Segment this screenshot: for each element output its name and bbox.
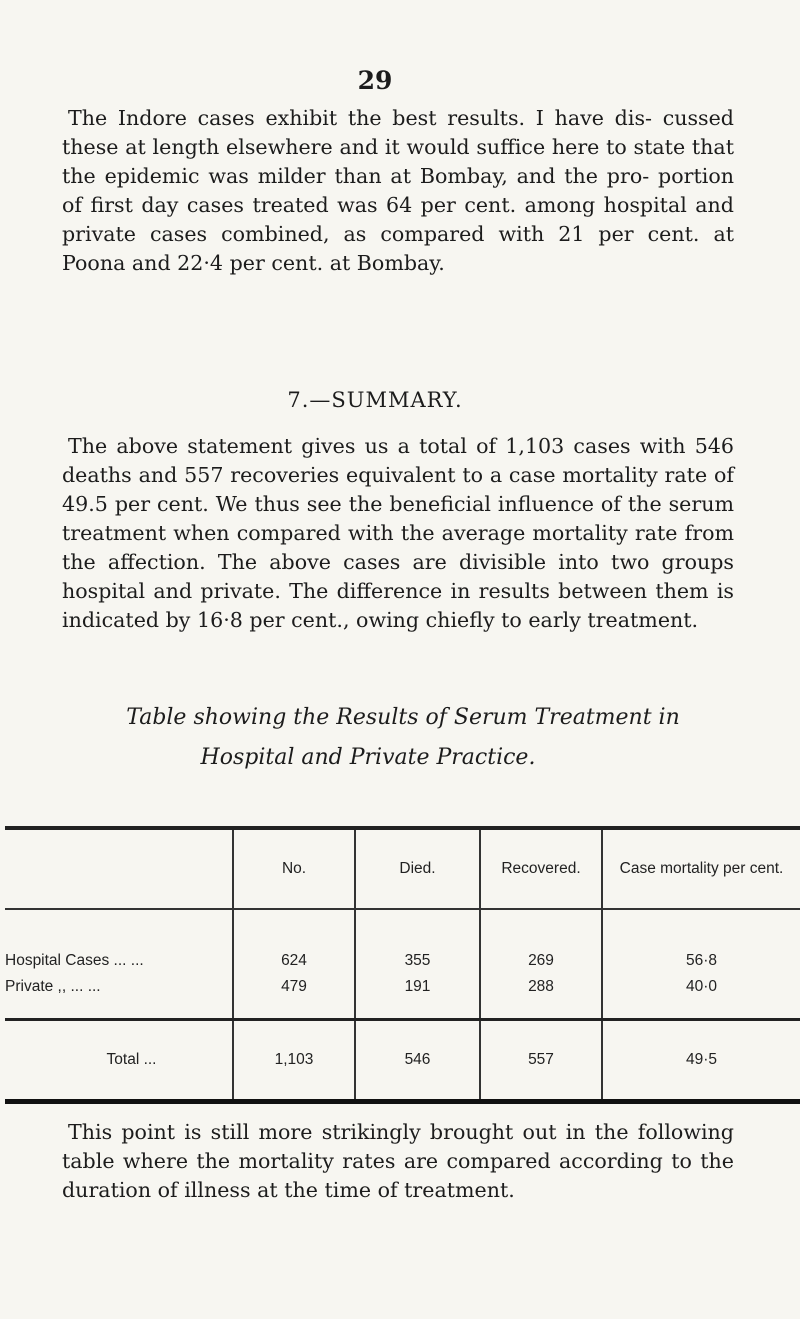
- page-number: 29: [357, 66, 393, 95]
- table-caption-line-2: Hospital and Private Practice.: [200, 745, 536, 770]
- table-caption: [0, 698, 800, 778]
- table-header-row: [5, 828, 800, 909]
- cell-recovered: 288: [480, 972, 602, 1020]
- paragraph-indore-cases: The Indore cases exhibit the best results. I have dis- cussed these at length elsewhere and it would suffice here to state that the epidemic was milder than at Bombay, and the pro- portion of first day cases treated was 64 per cent. among hospital and private cases combined, as compared with 21 per cent. at Poona and 22·4 per cent. at Bombay.: [62, 106, 734, 275]
- total-label: Total ...: [5, 1020, 233, 1102]
- total-no: 1,103: [233, 1020, 355, 1102]
- results-table: [5, 826, 800, 1104]
- table-row: [5, 972, 800, 1020]
- header-no: No.: [233, 828, 355, 909]
- section-heading: 7.—SUMMARY.: [287, 388, 463, 412]
- cell-mortality: 40·0: [685, 978, 718, 995]
- cell-died: 191: [355, 972, 480, 1020]
- paragraph-following-table: This point is still more strikingly brought out in the following table where the mortality rates are compared according to the duration of illness at the time of treatment.: [62, 1120, 734, 1202]
- cell-mortality: 56·8: [685, 952, 718, 969]
- cell-no: 624: [233, 909, 355, 972]
- table-total-row: [5, 1020, 800, 1102]
- total-recovered: 557: [480, 1020, 602, 1102]
- cell-recovered: 269: [480, 909, 602, 972]
- table-row: [5, 909, 800, 972]
- total-mortality: 49·5: [602, 1020, 800, 1102]
- header-died: Died.: [355, 828, 480, 909]
- header-recovered: Recovered.: [480, 828, 602, 909]
- table-caption-line-1: Table showing the Results of Serum Treatment in: [126, 705, 680, 730]
- cell-no: 479: [233, 972, 355, 1020]
- header-blank: [5, 828, 233, 909]
- cell-died: 355: [355, 909, 480, 972]
- total-died: 546: [355, 1020, 480, 1102]
- row-label: Hospital Cases ... ...: [5, 909, 233, 972]
- header-case-mortality: Case mortality per cent.: [602, 828, 800, 909]
- row-label: Private ,, ... ...: [5, 972, 233, 1020]
- paragraph-summary: The above statement gives us a total of 1,103 cases with 546 deaths and 557 recoveries equivalent to a case mortality rate of 49.5 per cent. We thus see the beneficial influence of the serum treatment when compared with the average mortality rate from the affection. The above cases are divisible into two groups hospital and private. The difference in results between them is indicated by 16·8 per cent., owing chiefly to early treatment.: [62, 434, 734, 632]
